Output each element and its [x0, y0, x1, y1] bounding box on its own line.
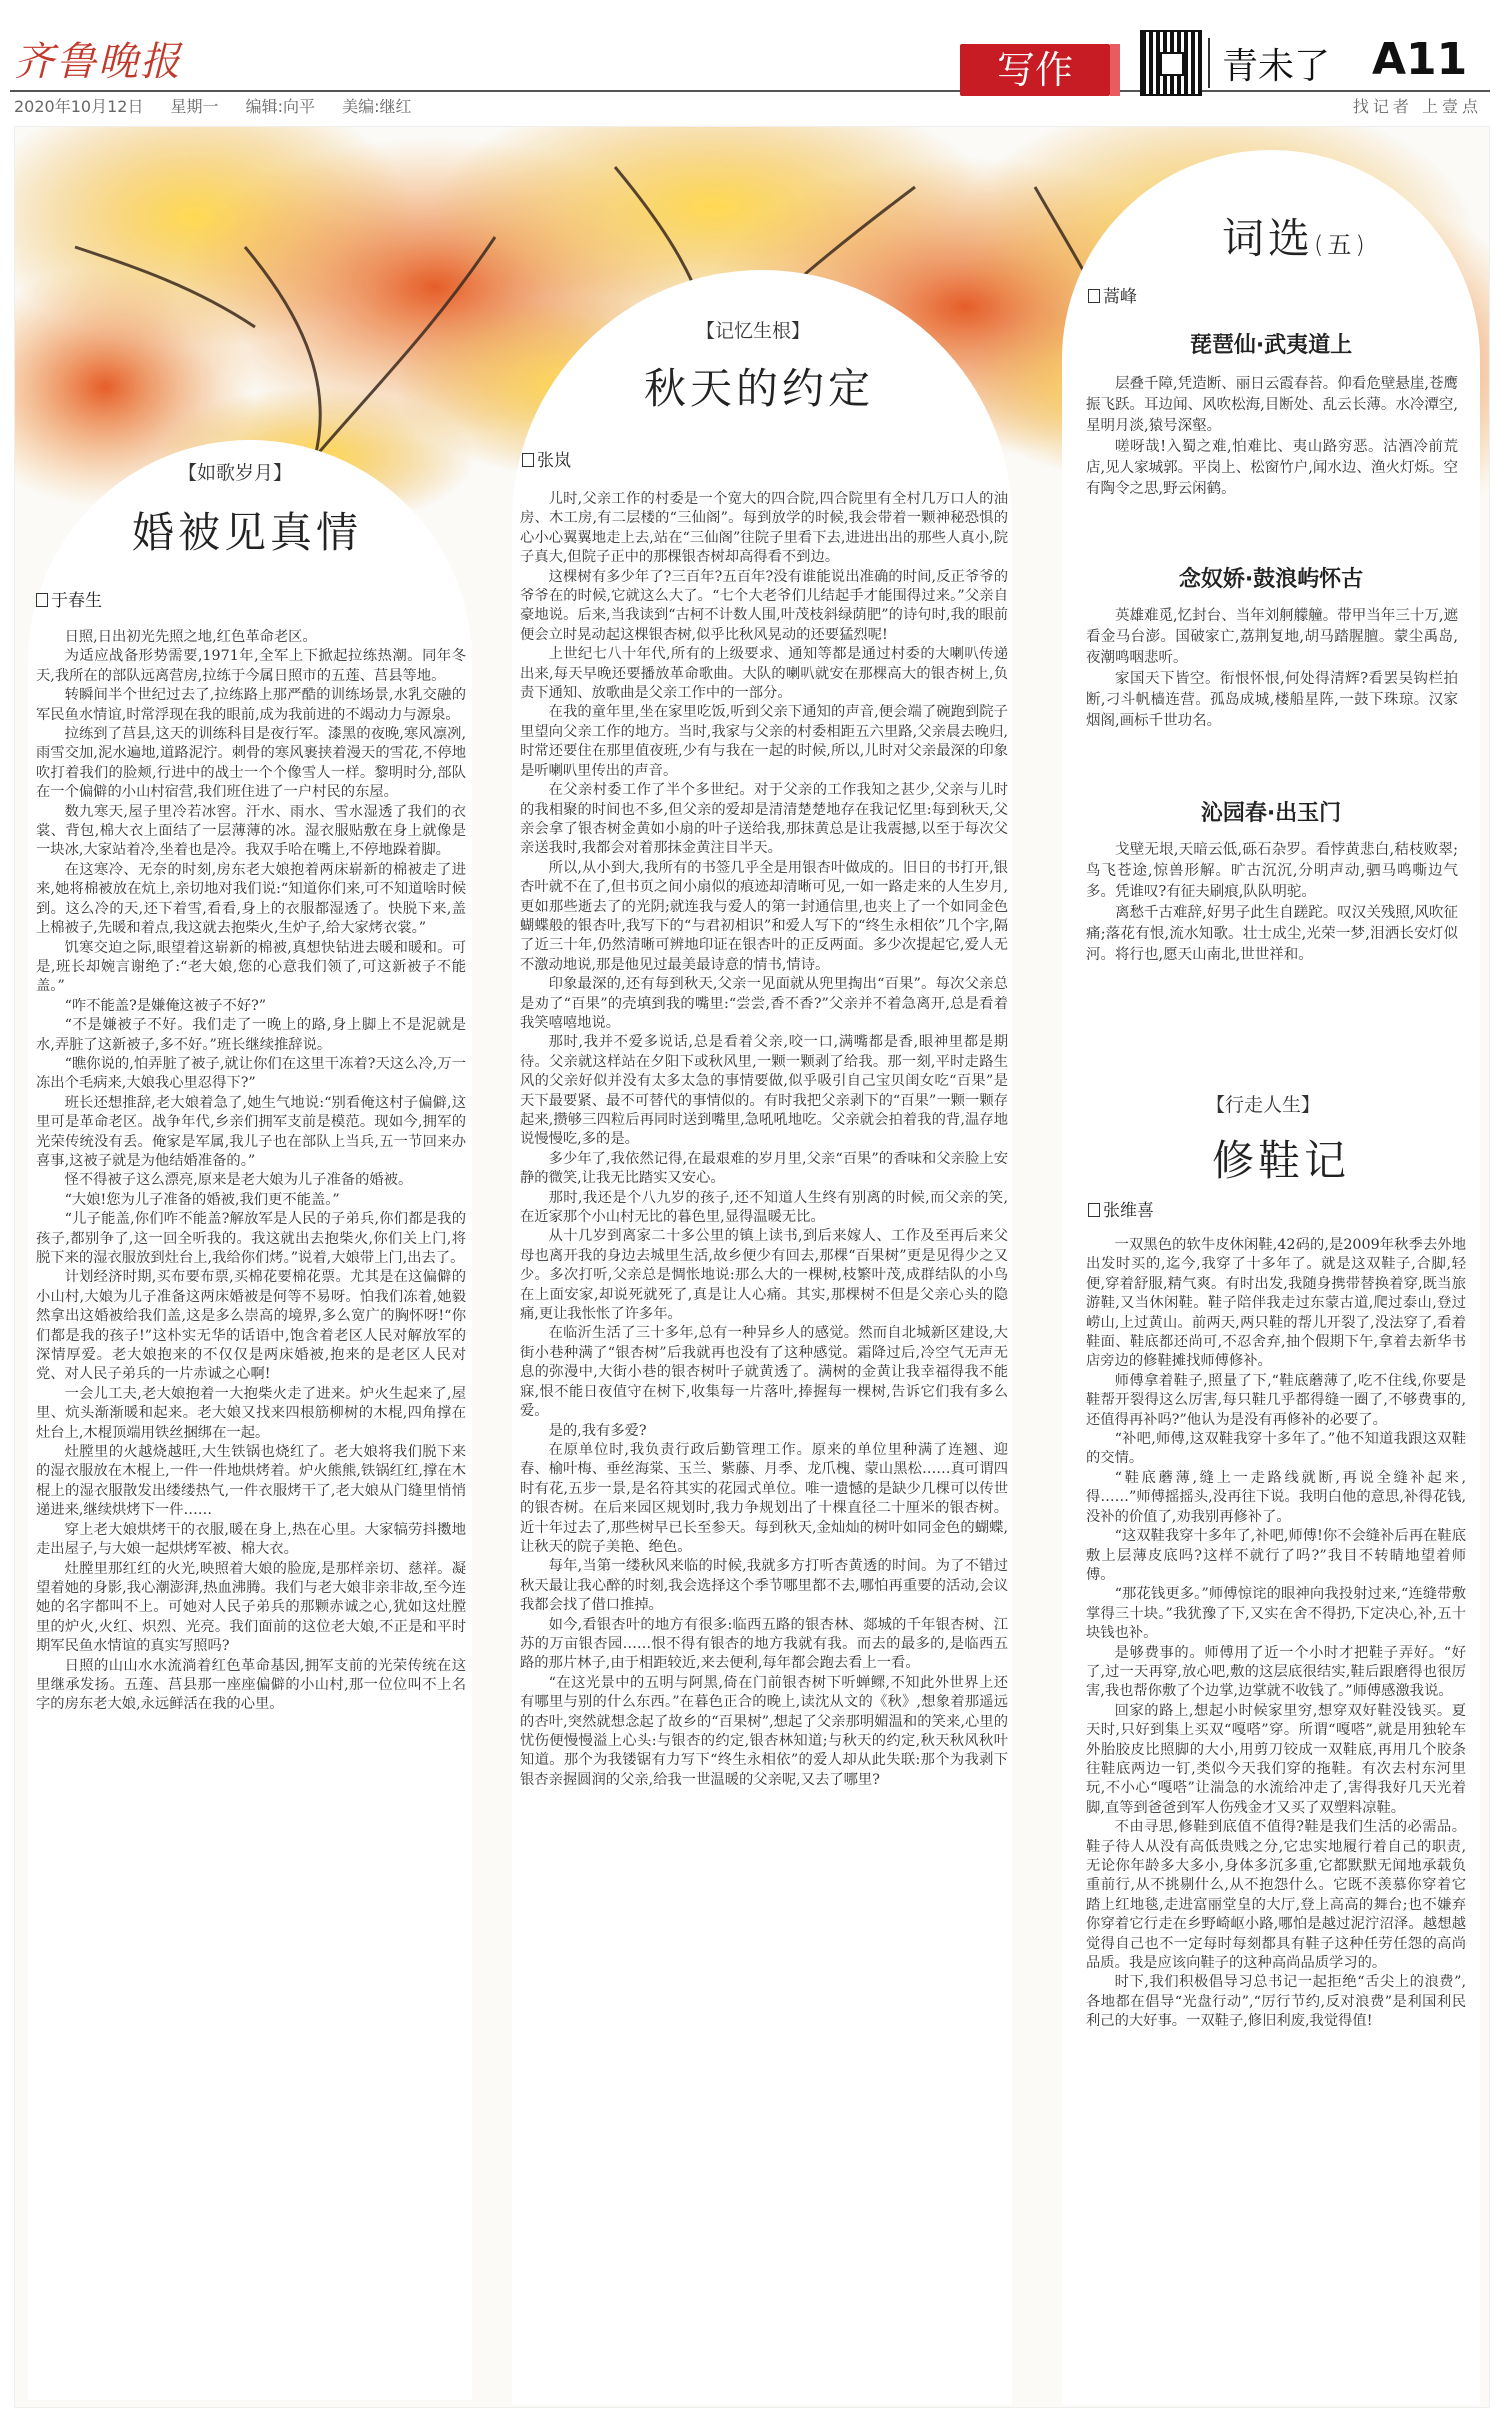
article-1-paragraph: 穿上老大娘烘烤干的衣服,暖在身上,热在心里。大家犒劳抖擞地走出屋子,与大娘一起烘烤军被、棉大衣。: [36, 1521, 466, 1558]
article-3-paragraph: 不由寻思,修鞋到底值不值得?鞋是我们生活的必需品。鞋子待人从没有高低贵贱之分,它忠实地履行着自己的职责,无论你年龄多大多小,身体多沉多重,它都默默无闻地承载负重前行,从不挑剔什么,从不抱怨什么。它既不羡慕你穿着它踏上红地毯,走进富丽堂皇的大厅,登上高高的舞台;也不嫌弃你穿着它行走在乡野崎岖小路,哪怕是越过泥泞沼泽。越想越觉得自己也不一定每时每刻都具有鞋子这种任劳任怨的高尚品质。我是应该向鞋子的这种高尚品质学习的。: [1086, 1819, 1466, 1972]
column-name: 青未了: [1222, 46, 1331, 87]
poems-part: (五): [1314, 231, 1369, 259]
article-2-body: [520, 490, 1008, 2400]
article-1-paragraph: “咋不能盖?是嫌俺这被子不好?”: [64, 997, 267, 1014]
article-1-paragraph: 饥寒交迫之际,眼望着这崭新的棉被,真想快钻进去暖和暖和。可是,班长却婉言谢绝了:“老大娘,您的心意我们领了,可这新被子不能盖。”: [36, 939, 466, 995]
article-1-paragraph: 一会儿工夫,老大娘抱着一大抱柴火走了进来。炉火生起来了,屋里、炕头渐渐暖和起来。老大娘又找来四根筋柳树的木棍,四角撑在灶台上,木棍顶端用铁丝捆绑在一起。: [36, 1385, 466, 1441]
article-1-paragraph: 班长还想推辞,老大娘着急了,她生气地说:“别看俺这村子偏僻,这里可是革命老区。战争年代,乡亲们拥军支前是模范。现如今,拥军的光荣传统没有丢。俺家是军属,我儿子也在部队上当兵,五一节回来办喜事,这被子就是为他结婚准备的。”: [36, 1094, 466, 1169]
article-1-author: 于春生: [51, 591, 102, 611]
issue-date: 2020年10月12日: [14, 97, 144, 116]
article-1-paragraph: 灶膛里那红红的火光,映照着大娘的脸庞,是那样亲切、慈祥。凝望着她的身影,我心潮澎湃,热血沸腾。我们与老大娘非亲非故,至今连她的名字都叫不上。可她对人民子弟兵的那颗赤诚之心,犹如这灶膛里的炉火,火红、炽烈、光亮。我们面前的这位老大娘,不正是和平时期军民鱼水情谊的真实写照吗?: [36, 1560, 466, 1655]
article-2-paragraph: 如今,看银杏叶的地方有很多:临西五路的银杏林、郯城的千年银杏树、江苏的万亩银杏园……恨不得有银杏的地方我就有我。而去的最多的,是临西五路的那片林子,由于相距较近,来去便利,每年都会跑去看上一看。: [520, 1616, 1008, 1672]
poem-2-title: 念奴娇·鼓浪屿怀古: [1178, 567, 1364, 592]
article-2-paragraph: 在我的童年里,坐在家里吃饭,听到父亲下通知的声音,便会端了碗跑到院子里望向父亲工作的地方。当时,我家与父亲的村委相距五六里路,父亲晨去晚归,时常还要住在那里值夜班,少有与我在一起的时候,所以,儿时对父亲最深的印象是听喇叭里传出的声音。: [520, 704, 1008, 779]
article-3-paragraph: “补吧,师傅,这双鞋我穿十多年了。”他不知道我跟这双鞋的交情。: [1086, 1431, 1466, 1467]
byline-marker-icon: [1088, 1203, 1100, 1217]
poem-3-title: 沁园春·出玉门: [1200, 801, 1342, 826]
article-2-paragraph: 从十几岁到离家二十多公里的镇上读书,到后来嫁人、工作及至再后来父母也离开我的身边去城里生活,故乡便少有回去,那棵“百果树”更是见得少之又少。多次打听,父亲总是惆怅地说:那么大的一棵树,枝繁叶茂,成群结队的小鸟在上面安家,却说死就死了,真是让人心痛。其实,那棵树不但是父亲心头的隐痛,更让我怅怅了许多年。: [520, 1228, 1008, 1323]
article-2-paragraph: 在原单位时,我负责行政后勤管理工作。原来的单位里种满了连翘、迎春、榆叶梅、垂丝海棠、玉兰、紫藤、月季、龙爪槐、蒙山黑松……真可谓四时有花,五步一景,是名符其实的花园式单位。唯一遗憾的是缺少几棵可以传世的银杏树。在后来园区规划时,我力争规划出了十棵直径二十厘米的银杏树。近十年过去了,那些树早已长至参天。每到秋天,金灿灿的树叶如同金色的蝴蝶,让秋天的院子美艳、绝色。: [520, 1441, 1008, 1555]
poem-3-stanza-1: 戈壁无垠,天暗云低,砾石杂罗。看悖黄悲白,秸枝败翠;鸟飞苍途,惊兽形解。旷古沉沉,分明声动,驷马鸣嘶边气多。凭谁叹?有征夫刷痕,队队明驼。: [1086, 842, 1458, 900]
article-2-paragraph: 这棵树有多少年了?三百年?五百年?没有谁能说出准确的时间,反正爷爷的爷爷在的时候,它就这么大了。“七个大老爷们儿结起手才能围得过来。”父亲自豪地说。后来,当我读到“古柯不计数人围,叶茂枝斜绿荫肥”的诗句时,我的眼前便会立时晃动起这棵银杏树,似乎比秋风晃动的还要猛烈呢!: [520, 568, 1008, 643]
article-3-paragraph: 时下,我们积极倡导习总书记一起拒绝“舌尖上的浪费”,各地都在倡导“光盘行动”,“厉行节约,反对浪费”是利国利民利己的大好事。一双鞋子,修旧利废,我觉得值!: [1086, 1974, 1466, 2030]
poems-byline: [1088, 282, 1137, 307]
article-1-paragraph: 灶膛里的火越烧越旺,大生铁锅也烧红了。老大娘将我们脱下来的湿衣服放在木棍上,一件一件地烘烤着。炉火熊熊,铁锅红红,撑在木棍上的湿衣服散发出缕缕热气,一件衣服烤干了,老大娘从门缝里悄悄递进来,继续烘烤下一件……: [36, 1444, 466, 1519]
poem-2-text: [1086, 606, 1458, 732]
article-1-paragraph: 计划经济时期,买布要布票,买棉花要棉花票。尤其是在这偏僻的小山村,大娘为儿子准备这两床婚被是何等不易呀。怕我们冻着,她毅然拿出这婚被给我们盖,这是多么崇高的境界,多么宽广的胸怀呀!“你们都是我的孩子!”这朴实无华的话语中,饱含着老区人民对解放军的深情厚爱。老大娘抱来的不仅仅是两床婚被,抱来的是老区人民对党、对人民子弟兵的一片赤诚之心啊!: [36, 1269, 466, 1383]
article-2-paragraph: 印象最深的,还有每到秋天,父亲一见面就从兜里掏出“百果”。每次父亲总是劝了“百果”的壳填到我的嘴里:“尝尝,香不香?”父亲并不着急离开,总是看着我笑嘻嘻地说。: [520, 976, 1008, 1031]
article-2-paragraph: 上世纪七八十年代,所有的上级要求、通知等都是通过村委的大喇叭传递出来,每天早晚还要播放革命歌曲。大队的喇叭就安在那棵高大的银杏树上,负责下通知、放歌曲是父亲工作中的一部分。: [520, 646, 1008, 702]
article-1-paragraph: “瞧你说的,怕弄脏了被子,就让你们在这里干冻着?天这么冷,万一冻出个毛病来,大娘我心里忍得下?”: [36, 1055, 466, 1092]
article-1-paragraph: “儿子能盖,你们咋不能盖?解放军是人民的子弟兵,你们都是我的孩子,都别争了,这一回全听我的。我这就出去抱柴火,你们关上门,将脱下来的湿衣服放到灶台上,我给你们烤。”说着,大娘带上门,出去了。: [36, 1211, 466, 1266]
article-2-paragraph: 在临沂生活了三十多年,总有一种异乡人的感觉。然而自北城新区建设,大街小巷种满了“银杏树”后我就再也没有了这种感觉。霜降过后,冷空气无声无息的弥漫中,大街小巷的银杏树叶子就黄透了。满树的金黄让我幸福得我不能寐,恨不能日夜值守在树下,收集每一片落叶,捧握每一棵树,告诉它们我有多么爱。: [520, 1325, 1008, 1420]
poem-1-stanza-2: 嗟呀哉!入蜀之难,怕难比、夷山路穷恶。沽酒冷前荒店,见人家城郭。平岗上、松窗竹户,闻水边、渔火灯烁。空有陶令之思,野云闲鹤。: [1086, 439, 1458, 497]
article-2-paragraph: 每年,当第一缕秋风来临的时候,我就多方打听杏黄透的时间。为了不错过秋天最让我心醉的时刻,我会选择这个季节哪里都不去,哪怕再重要的活动,会议我都会找了借口推掉。: [520, 1558, 1008, 1614]
article-2-title: 秋天的约定: [644, 364, 875, 413]
issue-info: [14, 94, 434, 117]
article-2-paragraph: 多少年了,我依然记得,在最艰难的岁月里,父亲“百果”的香味和父亲脸上安静的微笑,让我无比踏实又安心。: [520, 1150, 1008, 1187]
article-3-paragraph: “鞋底蘑薄,缝上一走路线就断,再说全缝补起来,得……”师傅摇摇头,没再往下说。我明白他的意思,补得花钱,没补的价值了,劝我别再修补了。: [1086, 1469, 1466, 1525]
section-tab: 写作: [960, 44, 1110, 96]
poem-2-stanza-1: 英雄难觅,忆封台、当年刘舸艨艟。带甲当年三十万,遮看金马台澎。国破家亡,荔荆复地,胡马踏腥膻。蒙尘禹岛,夜潮鸣咽悲听。: [1086, 608, 1458, 666]
article-1-paragraph: 数九寒天,屋子里冷若冰窖。汗水、雨水、雪水湿透了我们的衣裳、背包,棉大衣上面结了一层薄薄的冰。湿衣服贴敷在身上就像是一块冰,大家站着冷,坐着也是冷。我双手哈在嘴上,不停地跺着脚。: [36, 803, 466, 859]
issue-weekday: 星期一: [170, 97, 219, 116]
qr-code-icon: [1140, 30, 1202, 96]
article-1-paragraph: “不是嫌被子不好。我们走了一晚上的路,身上脚上不是泥就是水,弄脏了这新被子,多不好。”班长继续推辞说。: [36, 1017, 466, 1053]
article-1-paragraph: 日照的山山水水流淌着红色革命基因,拥军支前的光荣传统在这里继承发扬。五莲、莒县那一座座偏僻的小山村,那一位位叫不上名字的房东老大娘,永远鲜活在我的心里。: [36, 1657, 466, 1713]
article-1-paragraph: 怪不得被子这么漂亮,原来是老大娘为儿子准备的婚被。: [64, 1172, 413, 1189]
poem-3-stanza-2: 离愁千古难辞,好男子此生自蹉跎。叹汉关残照,风吹征痛;落花有恨,流水知歌。壮士成尘,光荣一梦,泪洒长安灯似河。将行也,愿天山南北,世世祥和。: [1086, 905, 1458, 963]
poem-2-stanza-2: 家国天下皆空。衔恨怀恨,何处得清辉?看罢吴钩栏拍断,刁斗帆樯连营。孤岛成城,楼船星阵,一鼓下珠琼。汉家烟阁,画标千世功名。: [1086, 671, 1458, 729]
poem-1-title: 琵琶仙·武夷道上: [1189, 333, 1353, 358]
article-3-author: 张维喜: [1103, 1201, 1154, 1221]
article-2-paragraph: 所以,从小到大,我所有的书签几乎全是用银杏叶做成的。旧日的书打开,银杏叶就不在了,但书页之间小扇似的痕迹却清晰可见,一如一路走来的人生岁月,更如那些逝去了的光阴;就连我与爱人的第一封通信里,也夹上了一个如同金色蝴蝶般的银杏叶,我写下的“与君初相识”和爱人写下的“终生永相依”几个字,隔了近三十年,仍然清晰可辨地印证在银杏叶的正反两面。多少次提起它,爱人无不激动地说,那是他见过最美最诗意的情书,情诗。: [520, 859, 1008, 973]
article-2-byline: [522, 446, 571, 471]
article-1-kicker: 【如歌岁月】: [178, 462, 293, 484]
newspaper-logo: 齐鲁晚报: [14, 39, 182, 85]
article-2-paragraph: 那时,我并不爱多说话,总是看着父亲,咬一口,满嘴都是香,眼神里都是期待。父亲就这样站在夕阳下或秋风里,一颗一颗剥了给我。那一刻,平时走路生风的父亲好似并没有太多太急的事情要做,似乎吸引自己宝贝闺女吃“百果”是天下最要紧、最不可替代的事情似的。有时我把父亲剥下的“百果”一颗一颗存起来,攒够三四粒后再同时送到嘴里,急吼吼地吃。父亲就会拍着我的背,温存地说慢慢吃,多的是。: [520, 1034, 1008, 1148]
article-3-paragraph: 回家的路上,想起小时候家里穷,想穿双好鞋没钱买。夏天时,只好到集上买双“嘎嗒”穿。所谓“嘎嗒”,就是用独轮车外胎胶皮比照脚的大小,用剪刀铰成一双鞋底,再用几个胶条往鞋底两边一钉,类似今天我们穿的拖鞋。有次去村东河里玩,不小心“嘎嗒”让湍急的水流给冲走了,害得我好几天光着脚,直等到爸爸到军人伤残金才又买了双塑料凉鞋。: [1086, 1702, 1466, 1816]
article-3-paragraph: 师傅拿着鞋子,照量了下,“鞋底蘑薄了,吃不住线,你要是鞋帮开裂得这么厉害,每只鞋几乎都得缝一圈了,不够费事的,还值得再补吗?”他认为是没有再修补的必要了。: [1086, 1372, 1466, 1428]
article-3-paragraph: “那花钱更多。”师傅惊诧的眼神向我投射过来,“连缝带敷掌得三十块。”我犹豫了下,又实在舍不得扔,下定决心,补,五十块钱也补。: [1086, 1586, 1466, 1642]
article-1-paragraph: 在这寒冷、无奈的时刻,房东老大娘抱着两床崭新的棉被走了进来,她将棉被放在炕上,亲切地对我们说:“知道你们来,可不知道啥时候到。这么冷的天,还下着雪,看看,身上的衣服都湿透了。快脱下来,盖上棉被子,先暖和着点,我这就去抱柴火,生炉子,给大家烤衣裳。”: [36, 861, 466, 937]
poems-author: 蒿峰: [1103, 287, 1137, 307]
byline-marker-icon: [36, 593, 48, 607]
masthead-motto: 找记者 上壹点: [1352, 97, 1482, 116]
article-3-kicker: 【行走人生】: [1206, 1094, 1321, 1116]
article-1-paragraph: 为适应战备形势需要,1971年,全军上下掀起拉练热潮。同年冬天,我所在的部队远离营房,拉练于今属日照市的五莲、莒县等地。: [36, 648, 466, 684]
article-1-paragraph: 转瞬间半个世纪过去了,拉练路上那严酷的训练场景,水乳交融的军民鱼水情谊,时常浮现在我的眼前,成为我前进的不竭动力与源泉。: [36, 687, 466, 723]
article-3-paragraph: 一双黑色的软牛皮休闲鞋,42码的,是2009年秋季去外地出发时买的,迄今,我穿了十多年了。就是这双鞋子,合脚,轻便,穿着舒服,精气爽。有时出发,我随身携带替换着穿,既当旅游鞋,又当休闲鞋。鞋子陪伴我走过东蒙古道,爬过泰山,登过崂山,上过黄山。前两天,两只鞋的帮儿开裂了,没法穿了,看着鞋面、鞋底都还尚可,不忍舍弃,抽个假期下午,拿着去新华书店旁边的修鞋摊找师傅修补。: [1086, 1237, 1466, 1370]
masthead-divider: [1208, 38, 1210, 88]
poem-1-stanza-1: 层叠千障,凭造断、丽日云霞春苔。仰看危壁悬崖,苍鹰振飞跃。耳边闻、风吹松海,目断处、乱云长薄。水冷潭空,星明月淡,猿号深壑。: [1086, 376, 1458, 434]
article-3-body: [1086, 1236, 1466, 2398]
poem-3-text: [1086, 840, 1458, 966]
article-3-byline: [1088, 1196, 1154, 1221]
article-1-paragraph: “大娘!您为儿子准备的婚被,我们更不能盖。”: [64, 1191, 340, 1208]
article-1-paragraph: 日照,日出初光先照之地,红色革命老区。: [64, 629, 317, 645]
article-3-paragraph: 是够费事的。师傅用了近一个小时才把鞋子弄好。“好了,过一天再穿,放心吧,敷的这层底很结实,鞋后跟磨得也很厉害,我也帮你敷了个边掌,边掌就不收钱了。”师傅感激我说。: [1086, 1644, 1466, 1700]
poem-1-text: [1086, 374, 1458, 500]
article-2-paragraph: 在父亲村委工作了半个多世纪。对于父亲的工作我知之甚少,父亲与儿时的我相聚的时间也不多,但父亲的爱却是清清楚楚地存在我记忆里:每到秋天,父亲会拿了银杏树金黄如小扇的叶子送给我,那抹黄总是让我震撼,以至于每次父亲送我时,我都会对着那抹金黄注目半天。: [520, 782, 1008, 857]
article-1-paragraph: 拉练到了莒县,这天的训练科目是夜行军。漆黑的夜晚,寒风凛冽,雨雪交加,泥水遍地,道路泥泞。刺骨的寒风裹挟着漫天的雪花,不停地吹打着我们的脸颊,行进中的战士一个个像雪人一样。黎明时分,部队在一个偏僻的小山村宿营,我们班住进了一户村民的东屋。: [36, 726, 466, 801]
article-2-paragraph: 是的,我有多爱?: [548, 1422, 647, 1439]
poems-section-title: [1222, 206, 1369, 266]
article-2-paragraph: “在这光景中的五明与阿黑,倚在门前银杏树下听蝉鳏,不知此外世界上还有哪里与别的什么东西。”在暮色正合的晚上,读沈从文的《秋》,想象着那遥远的杏叶,突然就想念起了故乡的“百果树”,想起了父亲那明媚温和的笑来,心里的忧伤便慢慢溢上心头:与银杏的约定,银杏林知道;与秋天的约定,秋天秋风秋叶知道。那个为我镂锯有力写下“终生永相依”的爱人却从此失联:那个为我剥下银杏亲握圆润的父亲,给我一世温暖的父亲呢,又去了哪里?: [520, 1674, 1008, 1788]
article-2-paragraph: 儿时,父亲工作的村委是一个宽大的四合院,四合院里有全村几万口人的油房、木工房,有二层楼的“三仙阁”。每到放学的时候,我会带着一颗神秘恐惧的心小心翼翼地走上去,站在“三仙阁”往院子里看下去,进进出出的那些人真小,院子真大,但院子正中的那棵银杏树却高得看不到边。: [520, 491, 1008, 566]
designer-credit: 美编:继红: [342, 97, 412, 116]
article-2-author: 张岚: [537, 451, 571, 471]
article-1-title: 婚被见真情: [132, 508, 363, 557]
article-2-paragraph: 那时,我还是个八九岁的孩子,还不知道人生终有别离的时候,而父亲的笑,在近家那个小山村无比的暮色里,显得温暖无比。: [520, 1189, 1008, 1226]
poems-title: 词选: [1222, 214, 1315, 263]
page-number: A11: [1372, 34, 1468, 85]
masthead-rule: [10, 90, 1490, 92]
byline-marker-icon: [522, 453, 534, 467]
editor-credit: 编辑:向平: [245, 97, 316, 116]
article-2-kicker: 【记忆生根】: [696, 320, 811, 342]
article-1-byline: [36, 586, 102, 611]
byline-marker-icon: [1088, 289, 1100, 303]
article-3-paragraph: “这双鞋我穿十多年了,补吧,师傅!你不会缝补后再在鞋底敷上层薄皮底吗?这样不就行了吗?”我目不转睛地望着师傅。: [1086, 1528, 1466, 1583]
article-3-title: 修鞋记: [1212, 1136, 1351, 1185]
article-1-body: [36, 628, 466, 2398]
